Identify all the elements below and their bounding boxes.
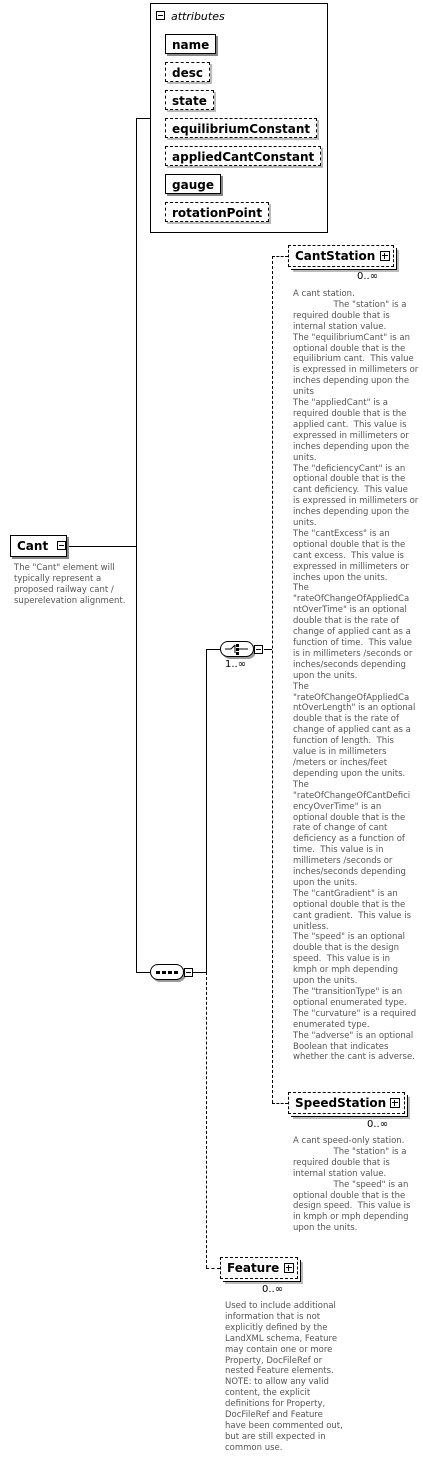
element-speedstation[interactable] (288, 1092, 405, 1114)
connector-attributes (136, 118, 150, 119)
connector-cantstation (272, 256, 288, 257)
element-speedstation-label: SpeedStation (295, 1096, 387, 1110)
connector-choice-out (264, 649, 272, 650)
connector-sequence (136, 972, 150, 973)
choice-compositor[interactable] (220, 641, 254, 657)
connector-station-trunk (272, 256, 273, 1103)
feature-expand-icon[interactable] (284, 1263, 294, 1273)
element-cantstation-label: CantStation (295, 249, 376, 263)
connector-feature-v (206, 972, 207, 1268)
feature-occurs: 0..∞ (262, 1284, 284, 1295)
connector-seq-trunk (206, 649, 207, 972)
choice-icon (221, 642, 253, 656)
connector-cant (68, 546, 136, 547)
cantstation-occurs: 0..∞ (357, 271, 379, 282)
choice-occurs: 1..∞ (225, 659, 247, 670)
cant-collapse-icon[interactable] (57, 541, 66, 550)
attribute-appliedcantconstant[interactable]: appliedCantConstant (165, 146, 321, 166)
attributes-title: attributes (171, 10, 225, 23)
connector-trunk (136, 118, 137, 972)
speedstation-expand-icon[interactable] (390, 1098, 400, 1108)
element-feature-label: Feature (227, 1261, 280, 1275)
choice-collapse-icon[interactable] (254, 645, 263, 654)
sequence-collapse-icon[interactable] (184, 968, 193, 977)
connector-speedstation (272, 1103, 288, 1104)
attribute-gauge[interactable]: gauge (165, 174, 221, 194)
connector-feature-h (206, 1268, 220, 1269)
attribute-equilibriumconstant[interactable]: equilibriumConstant (165, 118, 317, 138)
cant-description: The "Cant" element will typically represent a proposed railway cant / superelevation alignment. (14, 563, 126, 606)
cantstation-description: A cant station. The "station" is a required double that is internal station value. The "equilibriumCant" is an optional double that is the equilibrium cant. This value is expressed in millimeters or inches depending upon the units The "appliedCant" is a required double that is the applied cant. This value is expressed in millimeters or inches depending upon the units. The "deficiencyCant" is an optional double that is the cant deficiency. This value is expressed in millimeters or inches depending upon the units. The "cantExcess" is an optional double that is the cant excess. This value is expressed in millimeters or inches upon the units. The "rateOfChangeOfAppliedCa ntOverTime" is an optional double that is the rate of change of applied cant as a function of time. This value is in millimeters /seconds or inches/seconds depending upon the units. The "rateOfChangeOfAppliedCa ntOverLength" is an optional double that is the rate of change of applied cant as a function of length. This value is in millimeters /meters or inches/feet depending upon the units. The "rateOfChangeOfCantDefici encyOverTime" is an optional double that is the rate of change of cant deficiency as a function of time. This value is in millimeters /seconds or inches/seconds depending upon the units. The "cantGradient" is an optional double that is the cant gradient. This value is unitless. The "speed" is an optional double that is the design speed. This value is in kmph or mph depending upon the units. The "transitionType" is an optional enumerated type. The "curvature" is a required enumerated type. The "adverse" is an optional Boolean that indicates whether the cant is adverse. (293, 289, 419, 1063)
cantstation-expand-icon[interactable] (380, 251, 390, 261)
attribute-state[interactable]: state (165, 90, 214, 110)
feature-description: Used to include additional information that is not explicitly defined by the LandXML schema, Feature may contain one or more Property, DocFileRef or nested Feature elements. NOTE: to allow any valid content, the explicit definitions for Property, DocFileRef and Feature have been commented out, but are still expected in common use. (225, 1301, 343, 1453)
sequence-compositor[interactable] (150, 964, 184, 980)
element-cant-label: Cant (17, 539, 49, 553)
sequence-icon (156, 971, 178, 973)
attributes-collapse-icon[interactable] (156, 11, 165, 20)
attribute-rotationpoint[interactable]: rotationPoint (165, 202, 269, 222)
connector-choice (206, 649, 220, 650)
attribute-desc[interactable]: desc (165, 62, 210, 82)
element-cantstation[interactable] (288, 245, 394, 267)
speedstation-description: A cant speed-only station. The "station" is a required double that is internal station value. The "speed" is an optional double that is the design speed. This value is in kmph or mph depending upon the units. (293, 1136, 411, 1234)
speedstation-occurs: 0..∞ (367, 1119, 389, 1130)
attribute-name[interactable]: name (165, 34, 216, 54)
